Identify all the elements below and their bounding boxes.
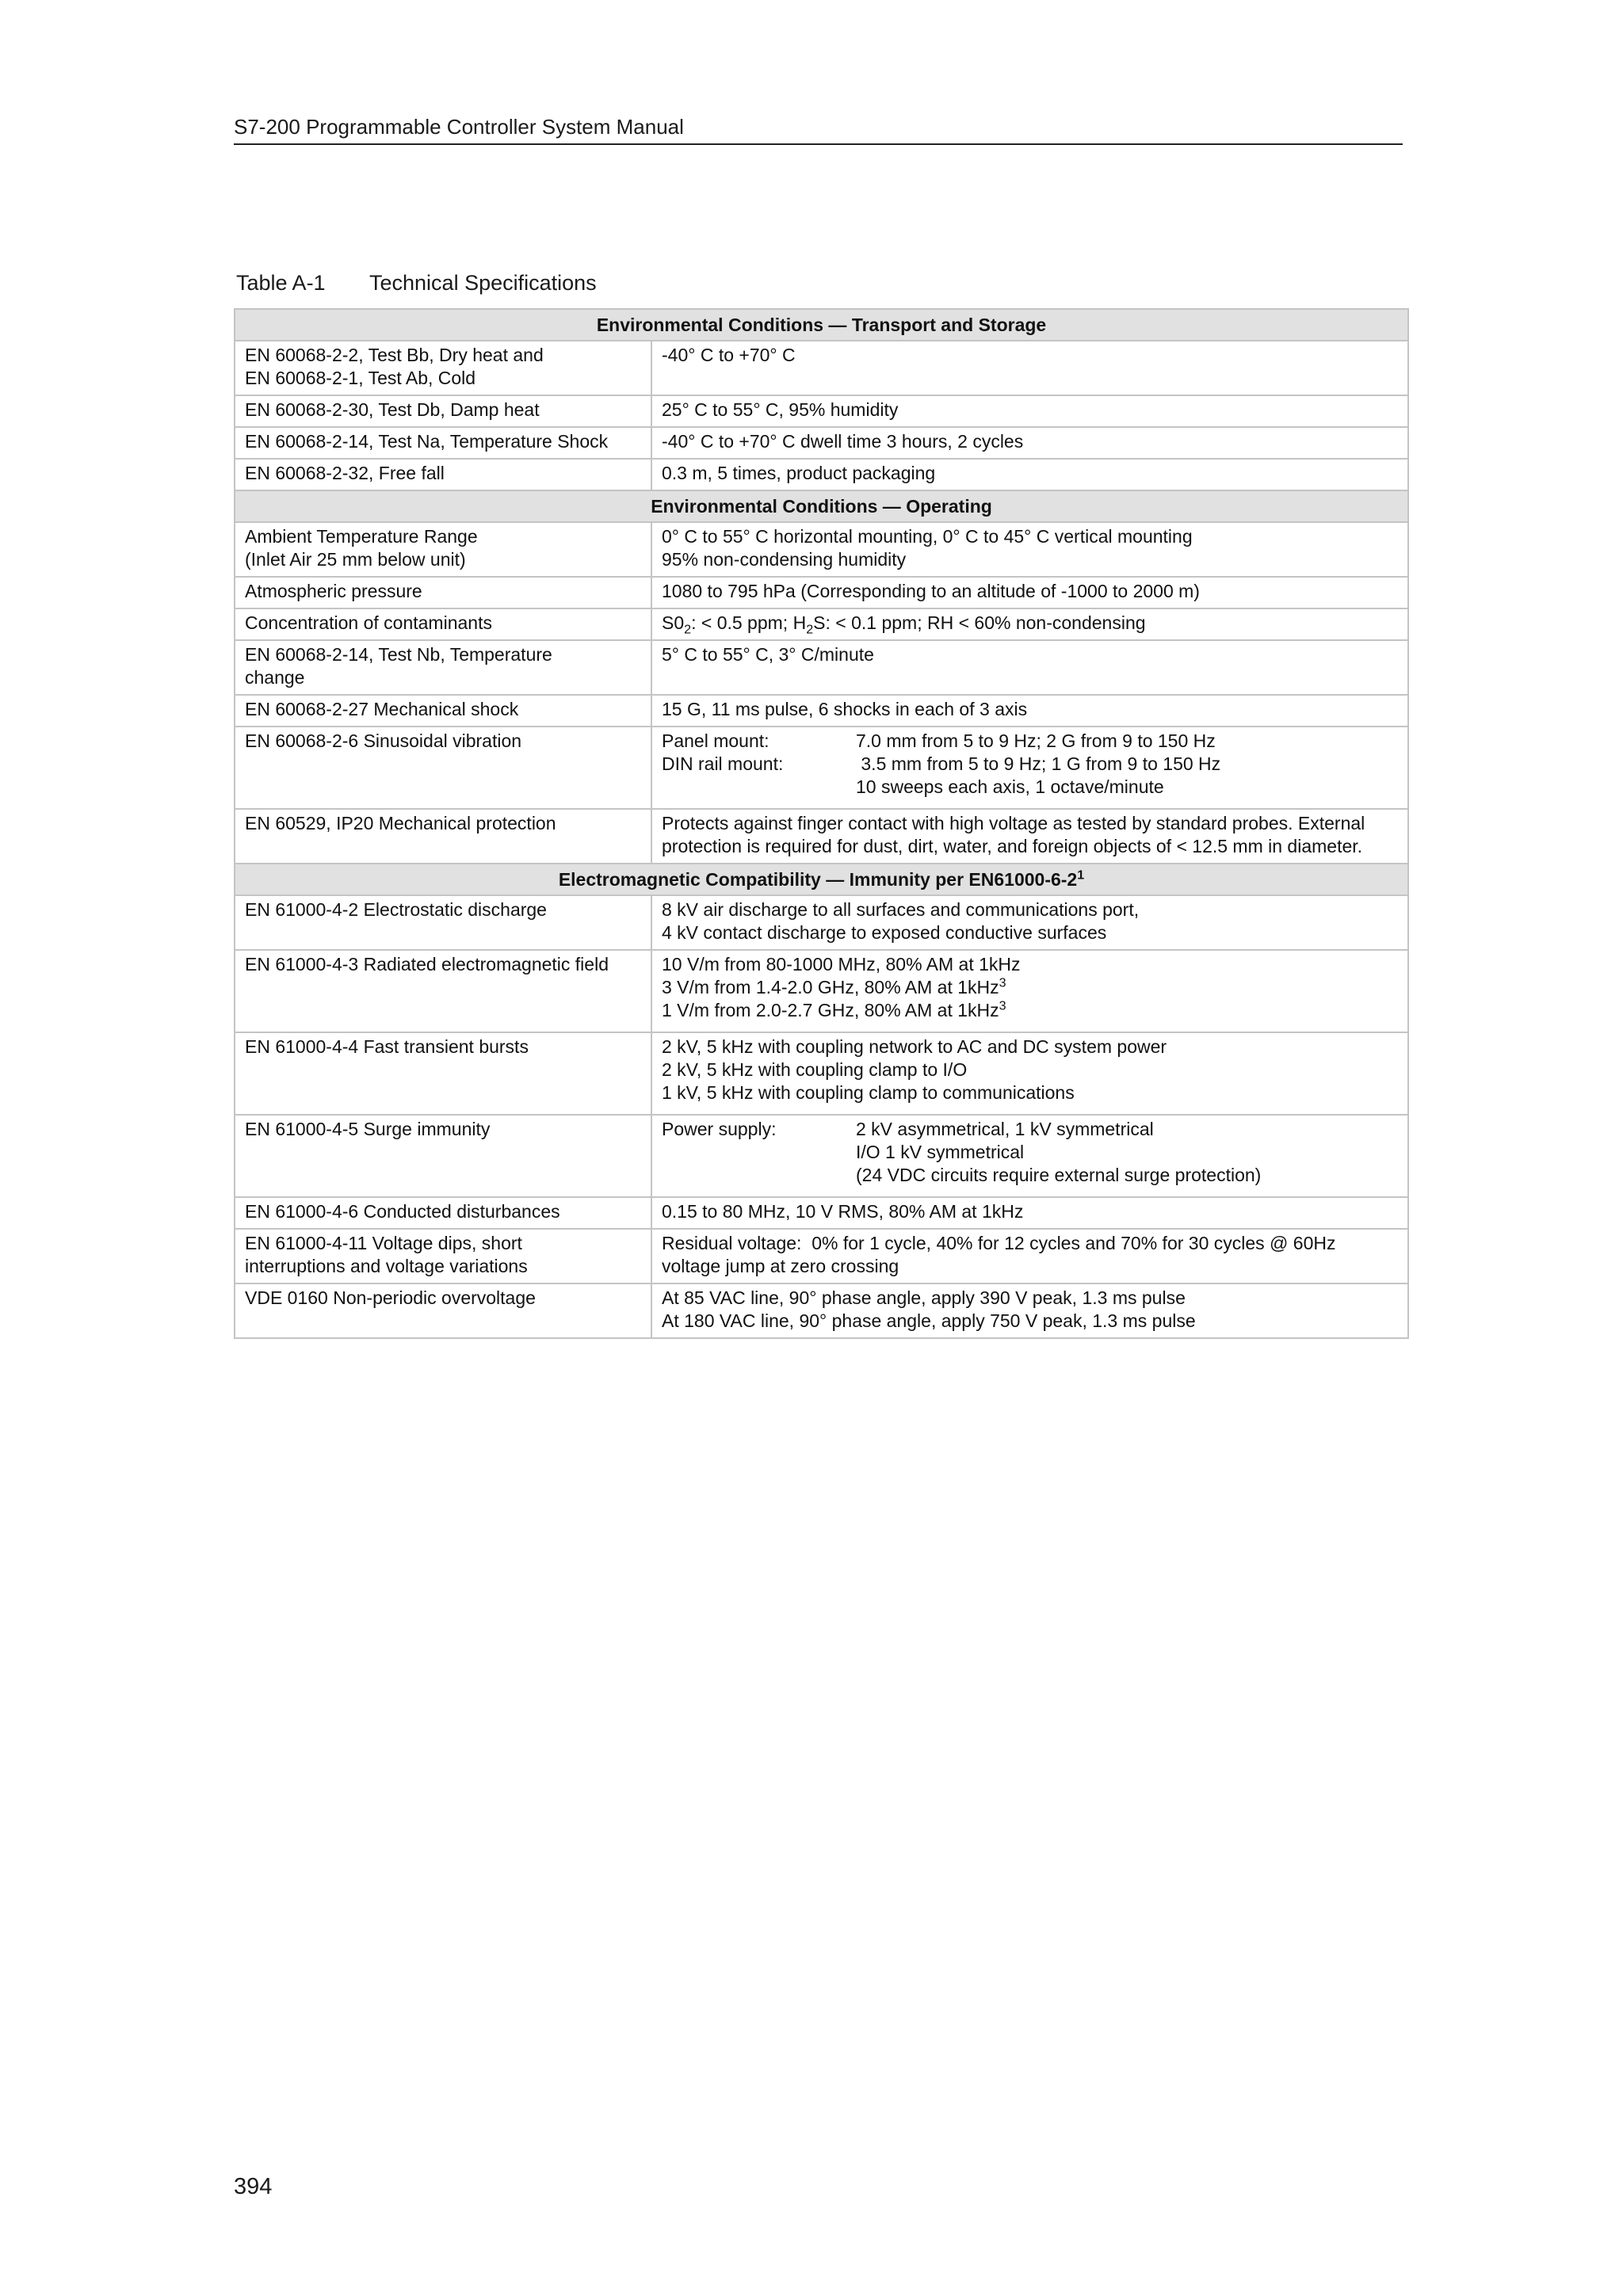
spec-label — [235, 395, 651, 427]
spec-value — [651, 577, 1408, 608]
label-line: EN 60068-2-32, Free fall — [245, 463, 445, 483]
label-line: EN 60068-2-30, Test Db, Damp heat — [245, 399, 540, 420]
section-header-row — [235, 490, 1408, 522]
label-line: EN 61000-4-4 Fast transient bursts — [245, 1036, 529, 1057]
table-row — [235, 1229, 1408, 1283]
spec-value — [651, 522, 1408, 577]
table-row — [235, 577, 1408, 608]
footnote-marker: 1 — [1077, 868, 1085, 883]
table-row — [235, 395, 1408, 427]
table-row — [235, 459, 1408, 490]
value-line: 95% non-condensing humidity — [662, 549, 907, 570]
kv-line — [662, 1141, 1398, 1164]
table-row — [235, 427, 1408, 459]
kv-value: I/O 1 kV symmetrical — [856, 1142, 1025, 1162]
label-line: interruptions and voltage variations — [245, 1256, 528, 1276]
spec-label — [235, 522, 651, 577]
table-row — [235, 809, 1408, 864]
spec-label — [235, 727, 651, 809]
label-line: EN 60068-2-14, Test Nb, Temperature — [245, 644, 552, 665]
spec-label — [235, 459, 651, 490]
value-line: 4 kV contact discharge to exposed conductive surfaces — [662, 922, 1107, 943]
value-line: Residual voltage: 0% for 1 cycle, 40% for 12 cycles and 70% for 30 cycles @ 60Hz — [662, 1233, 1336, 1253]
label-line: (Inlet Air 25 mm below unit) — [245, 549, 466, 570]
h-rest-text: S: < 0.1 ppm; RH < 60% non-condensing — [813, 612, 1146, 633]
spec-label — [235, 1032, 651, 1115]
spec-label — [235, 1115, 651, 1197]
value-line: 1 kV, 5 kHz with coupling clamp to communications — [662, 1082, 1075, 1103]
spec-value — [651, 1032, 1408, 1115]
table-row — [235, 950, 1408, 1032]
kv-value: 3.5 mm from 5 to 9 Hz; 1 G from 9 to 150 Hz — [856, 753, 1221, 774]
kv-line — [662, 1118, 1398, 1141]
so-text: S0 — [662, 612, 685, 633]
spec-value — [651, 427, 1408, 459]
value-text: 1 V/m from 2.0-2.7 GHz, 80% AM at 1kHz — [662, 1000, 999, 1020]
table-row — [235, 1115, 1408, 1197]
section-header-row — [235, 864, 1408, 895]
spec-label — [235, 895, 651, 950]
table-row — [235, 895, 1408, 950]
section-title — [235, 864, 1408, 895]
spec-value — [651, 1229, 1408, 1283]
spec-value — [651, 395, 1408, 427]
spec-value — [651, 459, 1408, 490]
section-title: Environmental Conditions — Transport and Storage — [235, 309, 1408, 341]
label-line: EN 61000-4-5 Surge immunity — [245, 1119, 491, 1139]
value-line: 0.15 to 80 MHz, 10 V RMS, 80% AM at 1kHz — [662, 1201, 1024, 1222]
spec-label — [235, 577, 651, 608]
spec-value — [651, 1115, 1408, 1197]
kv-key — [662, 1164, 856, 1187]
value-paragraph: Protects against finger contact with high voltage as tested by standard probes. External protection is required for dust, dirt, water, and foreign objects of < 12.5 mm in diameter. — [662, 813, 1365, 856]
label-line: EN 61000-4-11 Voltage dips, short — [245, 1233, 522, 1253]
spec-label — [235, 1283, 651, 1338]
value-line: 0.3 m, 5 times, product packaging — [662, 463, 936, 483]
kv-line — [662, 753, 1398, 776]
label-line: EN 60068-2-2, Test Bb, Dry heat and — [245, 345, 544, 365]
technical-specifications-table — [234, 308, 1409, 1339]
spec-label — [235, 1229, 651, 1283]
value-line — [662, 612, 1398, 635]
value-line: 0° C to 55° C horizontal mounting, 0° C to 45° C vertical mounting — [662, 526, 1193, 547]
value-line: 2 kV, 5 kHz with coupling network to AC and DC system power — [662, 1036, 1167, 1057]
table-row — [235, 522, 1408, 577]
label-line: Atmospheric pressure — [245, 581, 422, 601]
spec-label — [235, 1197, 651, 1229]
label-line: Ambient Temperature Range — [245, 526, 478, 547]
label-line: change — [245, 667, 305, 688]
table-row — [235, 727, 1408, 809]
spec-label — [235, 427, 651, 459]
value-line: At 180 VAC line, 90° phase angle, apply 750 V peak, 1.3 ms pulse — [662, 1310, 1196, 1331]
spec-label — [235, 809, 651, 864]
value-text: 3 V/m from 1.4-2.0 GHz, 80% AM at 1kHz — [662, 977, 999, 997]
spec-label — [235, 640, 651, 695]
table-caption — [236, 269, 597, 296]
table-row — [235, 341, 1408, 395]
page-number: 394 — [234, 2174, 273, 2199]
kv-key: Power supply: — [662, 1119, 777, 1139]
section-title: Environmental Conditions — Operating — [235, 490, 1408, 522]
running-header: S7-200 Programmable Controller System Manual — [234, 113, 1403, 145]
footnote-marker: 3 — [999, 998, 1006, 1013]
subscript: 2 — [684, 622, 692, 637]
value-line: -40° C to +70° C — [662, 345, 796, 365]
spec-label — [235, 608, 651, 640]
kv-key: DIN rail mount: — [662, 753, 784, 774]
spec-value — [651, 1197, 1408, 1229]
kv-value: 7.0 mm from 5 to 9 Hz; 2 G from 9 to 150 Hz — [856, 730, 1216, 751]
kv-value: 2 kV asymmetrical, 1 kV symmetrical — [856, 1119, 1154, 1139]
kv-line — [662, 776, 1398, 799]
spec-value — [651, 695, 1408, 727]
kv-key — [662, 776, 856, 799]
table-caption-title: Technical Specifications — [369, 271, 597, 295]
spec-value — [651, 950, 1408, 1032]
spec-value — [651, 727, 1408, 809]
table-row — [235, 1032, 1408, 1115]
spec-value — [651, 341, 1408, 395]
label-line: VDE 0160 Non-periodic overvoltage — [245, 1287, 536, 1308]
table-row — [235, 1283, 1408, 1338]
spec-value — [651, 1283, 1408, 1338]
label-line: EN 60529, IP20 Mechanical protection — [245, 813, 556, 833]
value-line: 10 V/m from 80-1000 MHz, 80% AM at 1kHz — [662, 954, 1021, 974]
label-line: EN 61000-4-6 Conducted disturbances — [245, 1201, 560, 1222]
value-line: -40° C to +70° C dwell time 3 hours, 2 cycles — [662, 431, 1024, 452]
value-line: At 85 VAC line, 90° phase angle, apply 390 V peak, 1.3 ms pulse — [662, 1287, 1186, 1308]
section-header-row — [235, 309, 1408, 341]
value-line: 5° C to 55° C, 3° C/minute — [662, 644, 874, 665]
table-row — [235, 640, 1408, 695]
value-line: 25° C to 55° C, 95% humidity — [662, 399, 899, 420]
section-title-text: Electromagnetic Compatibility — Immunity per EN61000-6-2 — [558, 869, 1078, 890]
value-line: 1080 to 795 hPa (Corresponding to an altitude of -1000 to 2000 m) — [662, 581, 1200, 601]
label-line: Concentration of contaminants — [245, 612, 492, 633]
subscript: 2 — [806, 622, 814, 637]
value-line: 2 kV, 5 kHz with coupling clamp to I/O — [662, 1059, 968, 1080]
value-line — [662, 999, 1398, 1022]
kv-key — [662, 1141, 856, 1164]
table-row — [235, 1197, 1408, 1229]
value-line — [662, 976, 1398, 999]
value-line: voltage jump at zero crossing — [662, 1256, 899, 1276]
kv-value: (24 VDC circuits require external surge protection) — [856, 1165, 1262, 1185]
spec-value — [651, 608, 1408, 640]
label-line: EN 60068-2-27 Mechanical shock — [245, 699, 519, 719]
kv-key: Panel mount: — [662, 730, 769, 751]
kv-line — [662, 730, 1398, 753]
label-line: EN 60068-2-6 Sinusoidal vibration — [245, 730, 522, 751]
so-rest-text: : < 0.5 ppm; H — [691, 612, 807, 633]
spec-value — [651, 640, 1408, 695]
spec-label — [235, 695, 651, 727]
table-caption-number: Table A-1 — [236, 271, 326, 295]
table-row — [235, 608, 1408, 640]
spec-value — [651, 809, 1408, 864]
spec-label — [235, 950, 651, 1032]
kv-value: 10 sweeps each axis, 1 octave/minute — [856, 776, 1164, 797]
table-row — [235, 695, 1408, 727]
label-line: EN 61000-4-2 Electrostatic discharge — [245, 899, 547, 920]
label-line: EN 60068-2-14, Test Na, Temperature Shock — [245, 431, 609, 452]
label-line: EN 60068-2-1, Test Ab, Cold — [245, 368, 476, 388]
footnote-marker: 3 — [999, 975, 1006, 990]
label-line: EN 61000-4-3 Radiated electromagnetic field — [245, 954, 609, 974]
spec-value — [651, 895, 1408, 950]
spec-label — [235, 341, 651, 395]
value-line: 15 G, 11 ms pulse, 6 shocks in each of 3 axis — [662, 699, 1028, 719]
kv-line — [662, 1164, 1398, 1187]
value-line: 8 kV air discharge to all surfaces and communications port, — [662, 899, 1140, 920]
